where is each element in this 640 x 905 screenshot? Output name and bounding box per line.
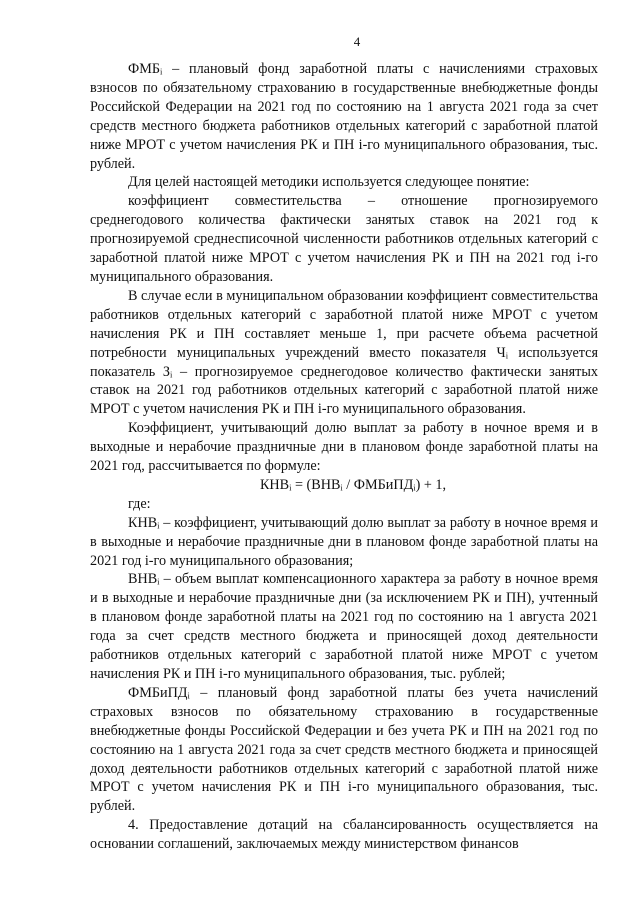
paragraph-knv-definition: КНВᵢ – коэффициент, учитывающий долю выплат за работу в ночное время и в выходные и нерабочие праздничные дни в плановом фонде заработной платы на 2021 год i-го муниципального образования; [90, 514, 598, 569]
paragraph-where: где: [128, 495, 151, 512]
document-body [90, 60, 598, 854]
paragraph-fmb-definition: ФМБᵢ – плановый фонд заработной платы с начислениями страховых взносов по обязательному страхованию в государственные внебюджетные фонды Российской Федерации на 2021 год по состоянию на 1 августа 2021 года за счет средств местного бюджета работников отдельных категорий с заработной платой ниже МРОТ с учетом начисления РК и ПН i-го муниципального образования, тыс. рублей. [90, 61, 598, 172]
paragraph-section-4: 4. Предоставление дотаций на сбалансированность осуществляется на основании соглашений, заключаемых между министерством финансов [90, 817, 598, 853]
paragraph-vnv-definition: ВНВᵢ – объем выплат компенсационного характера за работу в ночное время и в выходные и нерабочие праздничные дни (за исключением РК и ПН), учтенный в плановом фонде заработной платы на 2021 год по состоянию на 1 августа 2021 года за счет средств местного бюджета и приносящей доход деятельности работников отдельных категорий с заработной платой ниже МРОТ с учетом начисления РК и ПН i-го муниципального образования, тыс. рублей; [90, 571, 598, 682]
paragraph-methodology-intro: Для целей настоящей методики используется следующее понятие: [128, 174, 530, 191]
paragraph-coefficient-definition: коэффициент совместительства – отношение прогнозируемого среднегодового количества фактически занятых ставок на 2021 год к прогнозируемой среднесписочной численности работников отдельных категорий с заработной платой ниже МРОТ с учетом начисления РК и ПН на 2021 год i-го муниципального образования. [90, 193, 598, 285]
page-number: 4 [353, 34, 361, 49]
paragraph-fmbipd-definition: ФМБиПДᵢ – плановый фонд заработной платы без учета начислений страховых взносов по обязательному страхованию в государственные внебюджетные фонды Российской Федерации и без учета РК и ПН на 2021 год по состоянию на 1 августа 2021 года за счет средств местного бюджета и приносящей доход деятельности работников отдельных категорий с заработной платой ниже МРОТ с учетом начисления РК и ПН i-го муниципального образования, тыс. рублей. [90, 684, 598, 815]
paragraph-knv-intro: Коэффициент, учитывающий долю выплат за работу в ночное время и в выходные и нерабочие праздничные дни в плановом фонде заработной платы на 2021 год, рассчитывается по формуле: [90, 420, 598, 475]
formula-knv: КНВᵢ = (ВНВᵢ / ФМБиПДᵢ) + 1, [259, 476, 447, 493]
paragraph-coefficient-case: В случае если в муниципальном образовании коэффициент совместительства работников отдельных категорий с заработной платой ниже МРОТ с учетом начисления РК и ПН составляет меньше 1, при расчете объема расчетной потребности муниципальных учреждений вместо показателя Чᵢ используется показатель Зᵢ – прогнозируемое среднегодовое количество фактически занятых ставок на 2021 год работников отдельных категорий с заработной платой ниже МРОТ с учетом начисления РК и ПН i-го муниципального образования. [90, 287, 598, 418]
